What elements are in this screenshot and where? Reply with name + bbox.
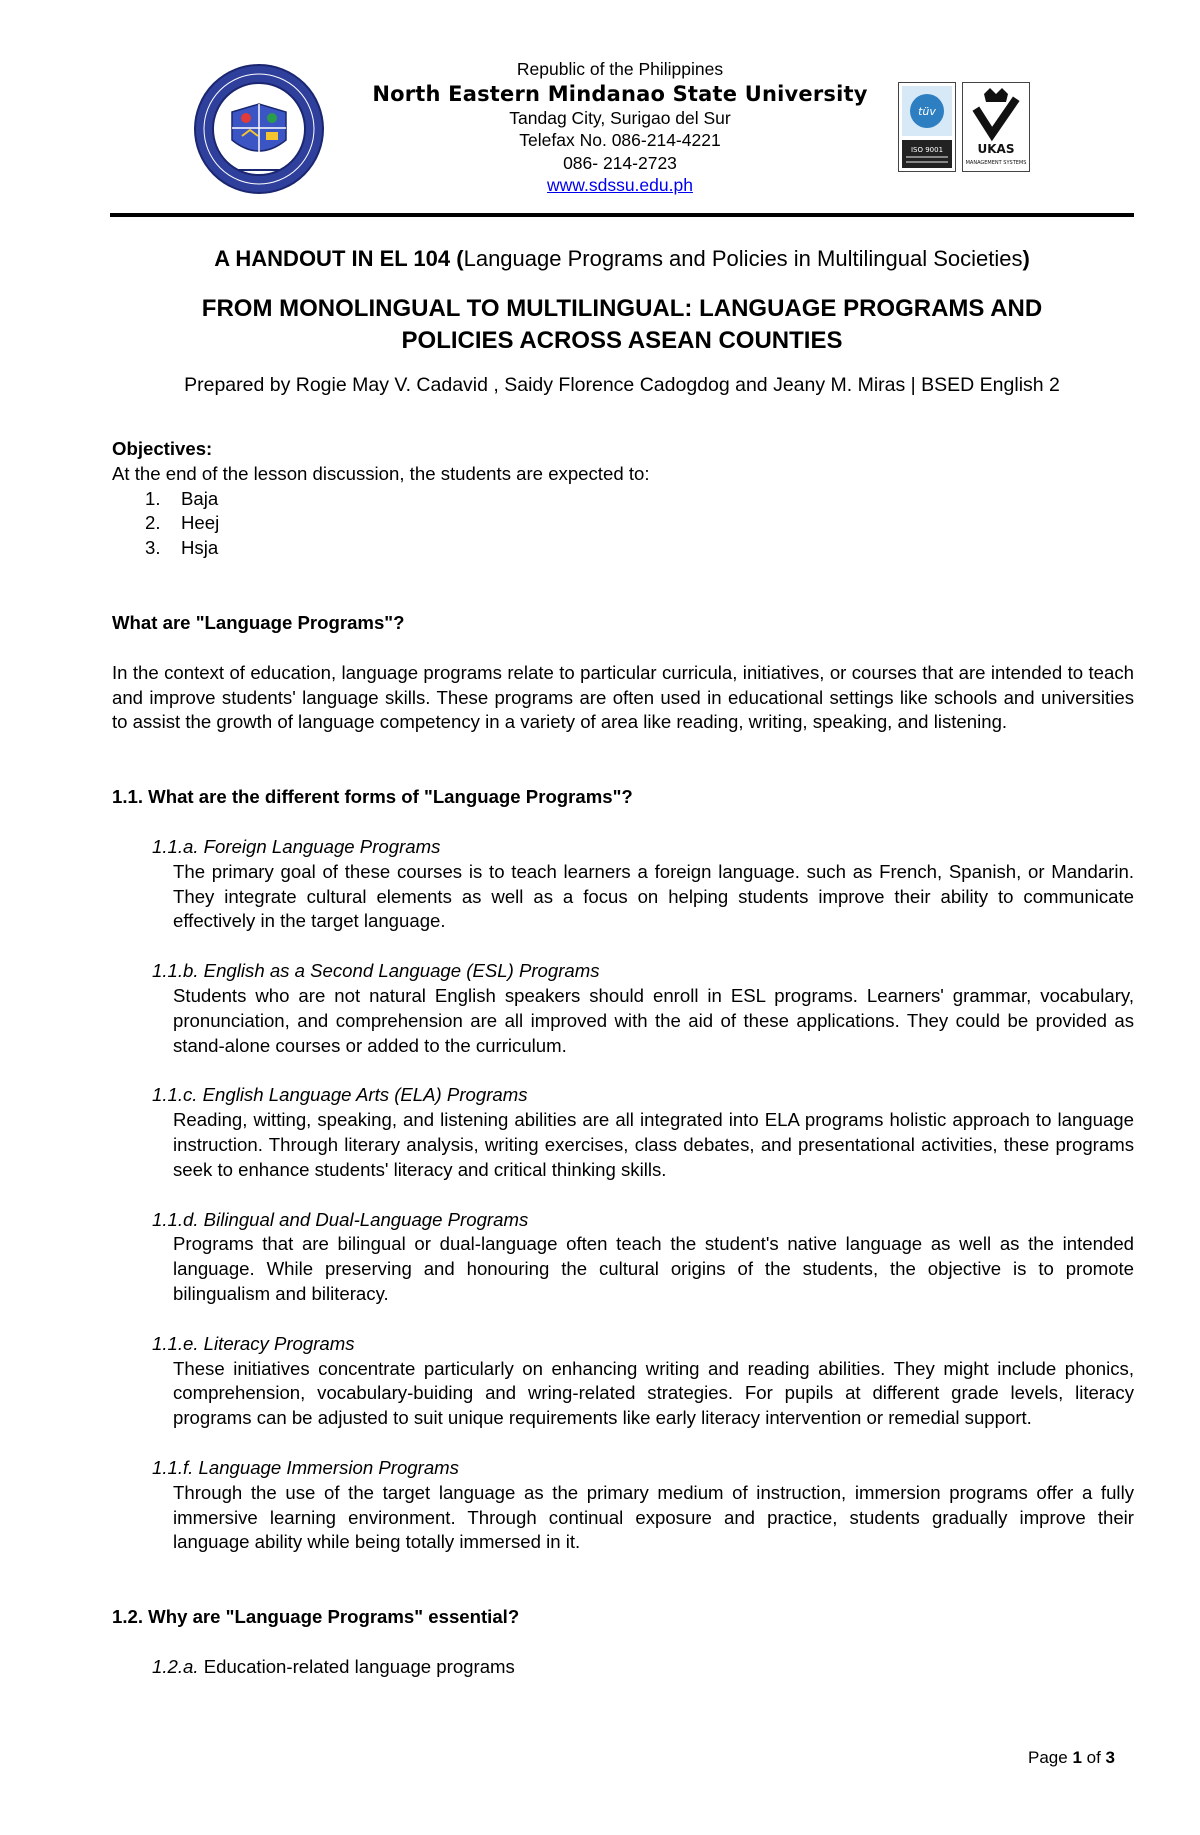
program-item-body: These initiatives concentrate particularly on enhancing writing and reading abilities. They might include phonics, comprehension, vocabulary-buiding and wring-related strategies. For pupils at different grade levels, literacy programs can be adjusted to suit unique requirements like early literacy intervention or remedial support. bbox=[173, 1357, 1134, 1429]
ukas-certification-logo bbox=[962, 82, 1030, 172]
list-item-text: Heej bbox=[181, 512, 220, 534]
website-link[interactable]: www.sdssu.edu.ph bbox=[547, 175, 693, 195]
objectives-heading: Objectives: bbox=[112, 438, 213, 459]
list-item-text: Hsja bbox=[181, 537, 219, 559]
why-item bbox=[112, 1655, 1134, 1680]
program-item-body: The primary goal of these courses is to teach learners a foreign language. such as French, Spanish, or Mandarin. They integrate cultural elements as well as a focus on helping students improve their ability to communicate effectively in the target language. bbox=[173, 860, 1134, 932]
section-paragraph-what: In the context of education, language programs relate to particular curricula, initiatives, or courses that are intended to teach and improve students' language skills. These programs are often used in educational settings like schools and universities to assist the growth of language competency in a variety of area like reading, writing, speaking, and listening. bbox=[112, 661, 1134, 733]
program-item-title: 1.1.c. English Language Arts (ELA) Programs bbox=[152, 1084, 528, 1106]
program-item-title: 1.1.a. Foreign Language Programs bbox=[152, 835, 441, 857]
of-word: of bbox=[1081, 1748, 1106, 1767]
program-item-body: Reading, witting, speaking, and listening abilities are all integrated into ELA programs holistic approach to language instruction. Through literary analysis, writing exercises, class debates, and presentational activities, these programs seek to enhance students' literacy and critical thinking skills. bbox=[173, 1109, 1134, 1180]
page-word: Page bbox=[1028, 1748, 1073, 1767]
program-item-body: Programs that are bilingual or dual-language often teach the student's native language as well as the intended language. While preserving and honouring the cultural origins of the students, the objective is to promote bilingualism and biliteracy. bbox=[173, 1233, 1134, 1304]
program-item-body: Through the use of the target language as the primary medium of instruction, immersion programs offer a fully immersive learning environment. Through continual exposure and practice, students gradually improve their language ability while being totally immersed in it. bbox=[173, 1481, 1134, 1553]
program-item-body: Students who are not natural English speakers should enroll in ESL programs. Learners' grammar, vocabulary, pronunciation, and comprehension are all improved with the aid of these applications. They could be provided as stand-alone courses or added to the curriculum. bbox=[173, 984, 1134, 1056]
iso-certification-logo bbox=[898, 82, 956, 172]
handout-course-name: Language Programs and Policies in Multilingual Societies bbox=[463, 246, 1023, 271]
iso-label: ISO 9001 bbox=[910, 146, 944, 154]
list-item bbox=[112, 487, 1134, 512]
document-body bbox=[112, 437, 1134, 1680]
telefax-line-1: Telefax No. 086-214-4221 bbox=[519, 130, 721, 150]
list-item bbox=[112, 511, 1134, 536]
program-item-esl bbox=[112, 959, 1134, 1058]
section-heading-what: What are "Language Programs"? bbox=[112, 611, 405, 633]
list-item-number: 3. bbox=[145, 537, 161, 559]
program-item-ela bbox=[112, 1083, 1134, 1182]
objectives-list bbox=[112, 487, 1134, 561]
address-line: Tandag City, Surigao del Sur bbox=[509, 107, 731, 128]
program-item-title: 1.1.b. English as a Second Language (ESL) Programs bbox=[152, 960, 600, 982]
list-item-number: 1. bbox=[145, 487, 161, 509]
letterhead bbox=[330, 58, 910, 197]
svg-text:tüv: tüv bbox=[918, 105, 936, 118]
program-item-bilingual bbox=[112, 1208, 1134, 1307]
total-pages: 3 bbox=[1105, 1748, 1115, 1767]
page-number bbox=[1028, 1748, 1115, 1768]
section-heading-why: 1.2. Why are "Language Programs" essential? bbox=[112, 1606, 520, 1628]
document-subtitle bbox=[110, 293, 1134, 357]
subtitle-line-2: POLICIES ACROSS ASEAN COUNTIES bbox=[401, 327, 843, 354]
why-item-text: Education-related language programs bbox=[198, 1655, 515, 1677]
ukas-label: UKAS bbox=[977, 142, 1015, 156]
university-seal-logo bbox=[192, 62, 326, 196]
program-item-foreign bbox=[112, 835, 1134, 934]
current-page: 1 bbox=[1072, 1748, 1082, 1767]
handout-title bbox=[110, 245, 1134, 273]
section-heading-forms: 1.1. What are the different forms of "Language Programs"? bbox=[112, 786, 633, 808]
objectives-intro: At the end of the lesson discussion, the students are expected to: bbox=[112, 462, 650, 484]
prepared-by: Prepared by Rogie May V. Cadavid , Saidy Florence Cadogdog and Jeany M. Miras | BSED English 2 bbox=[184, 374, 1060, 396]
handout-code: A HANDOUT IN EL 104 bbox=[214, 246, 451, 271]
republic-line: Republic of the Philippines bbox=[516, 59, 724, 79]
program-item-title: 1.1.d. Bilingual and Dual-Language Programs bbox=[152, 1208, 529, 1230]
ukas-sub-label: MANAGEMENT SYSTEMS bbox=[965, 160, 1027, 166]
list-item bbox=[112, 536, 1134, 561]
handout-paren-close: ) bbox=[1022, 246, 1030, 271]
handout-paren-open: ( bbox=[450, 246, 464, 271]
university-name: North Eastern Mindanao State University bbox=[372, 81, 868, 106]
list-item-text: Baja bbox=[181, 487, 219, 509]
why-item-number: 1.2.a. bbox=[152, 1655, 199, 1677]
program-item-title: 1.1.f. Language Immersion Programs bbox=[152, 1456, 459, 1478]
program-item-title: 1.1.e. Literacy Programs bbox=[152, 1332, 355, 1354]
telefax-line-2: 086- 214-2723 bbox=[563, 152, 677, 173]
list-item-number: 2. bbox=[145, 512, 161, 534]
subtitle-line-1: FROM MONOLINGUAL TO MULTILINGUAL: LANGUAGE PROGRAMS AND bbox=[201, 295, 1043, 322]
program-item-immersion bbox=[112, 1456, 1134, 1555]
program-item-literacy bbox=[112, 1332, 1134, 1431]
header-rule bbox=[110, 213, 1134, 217]
